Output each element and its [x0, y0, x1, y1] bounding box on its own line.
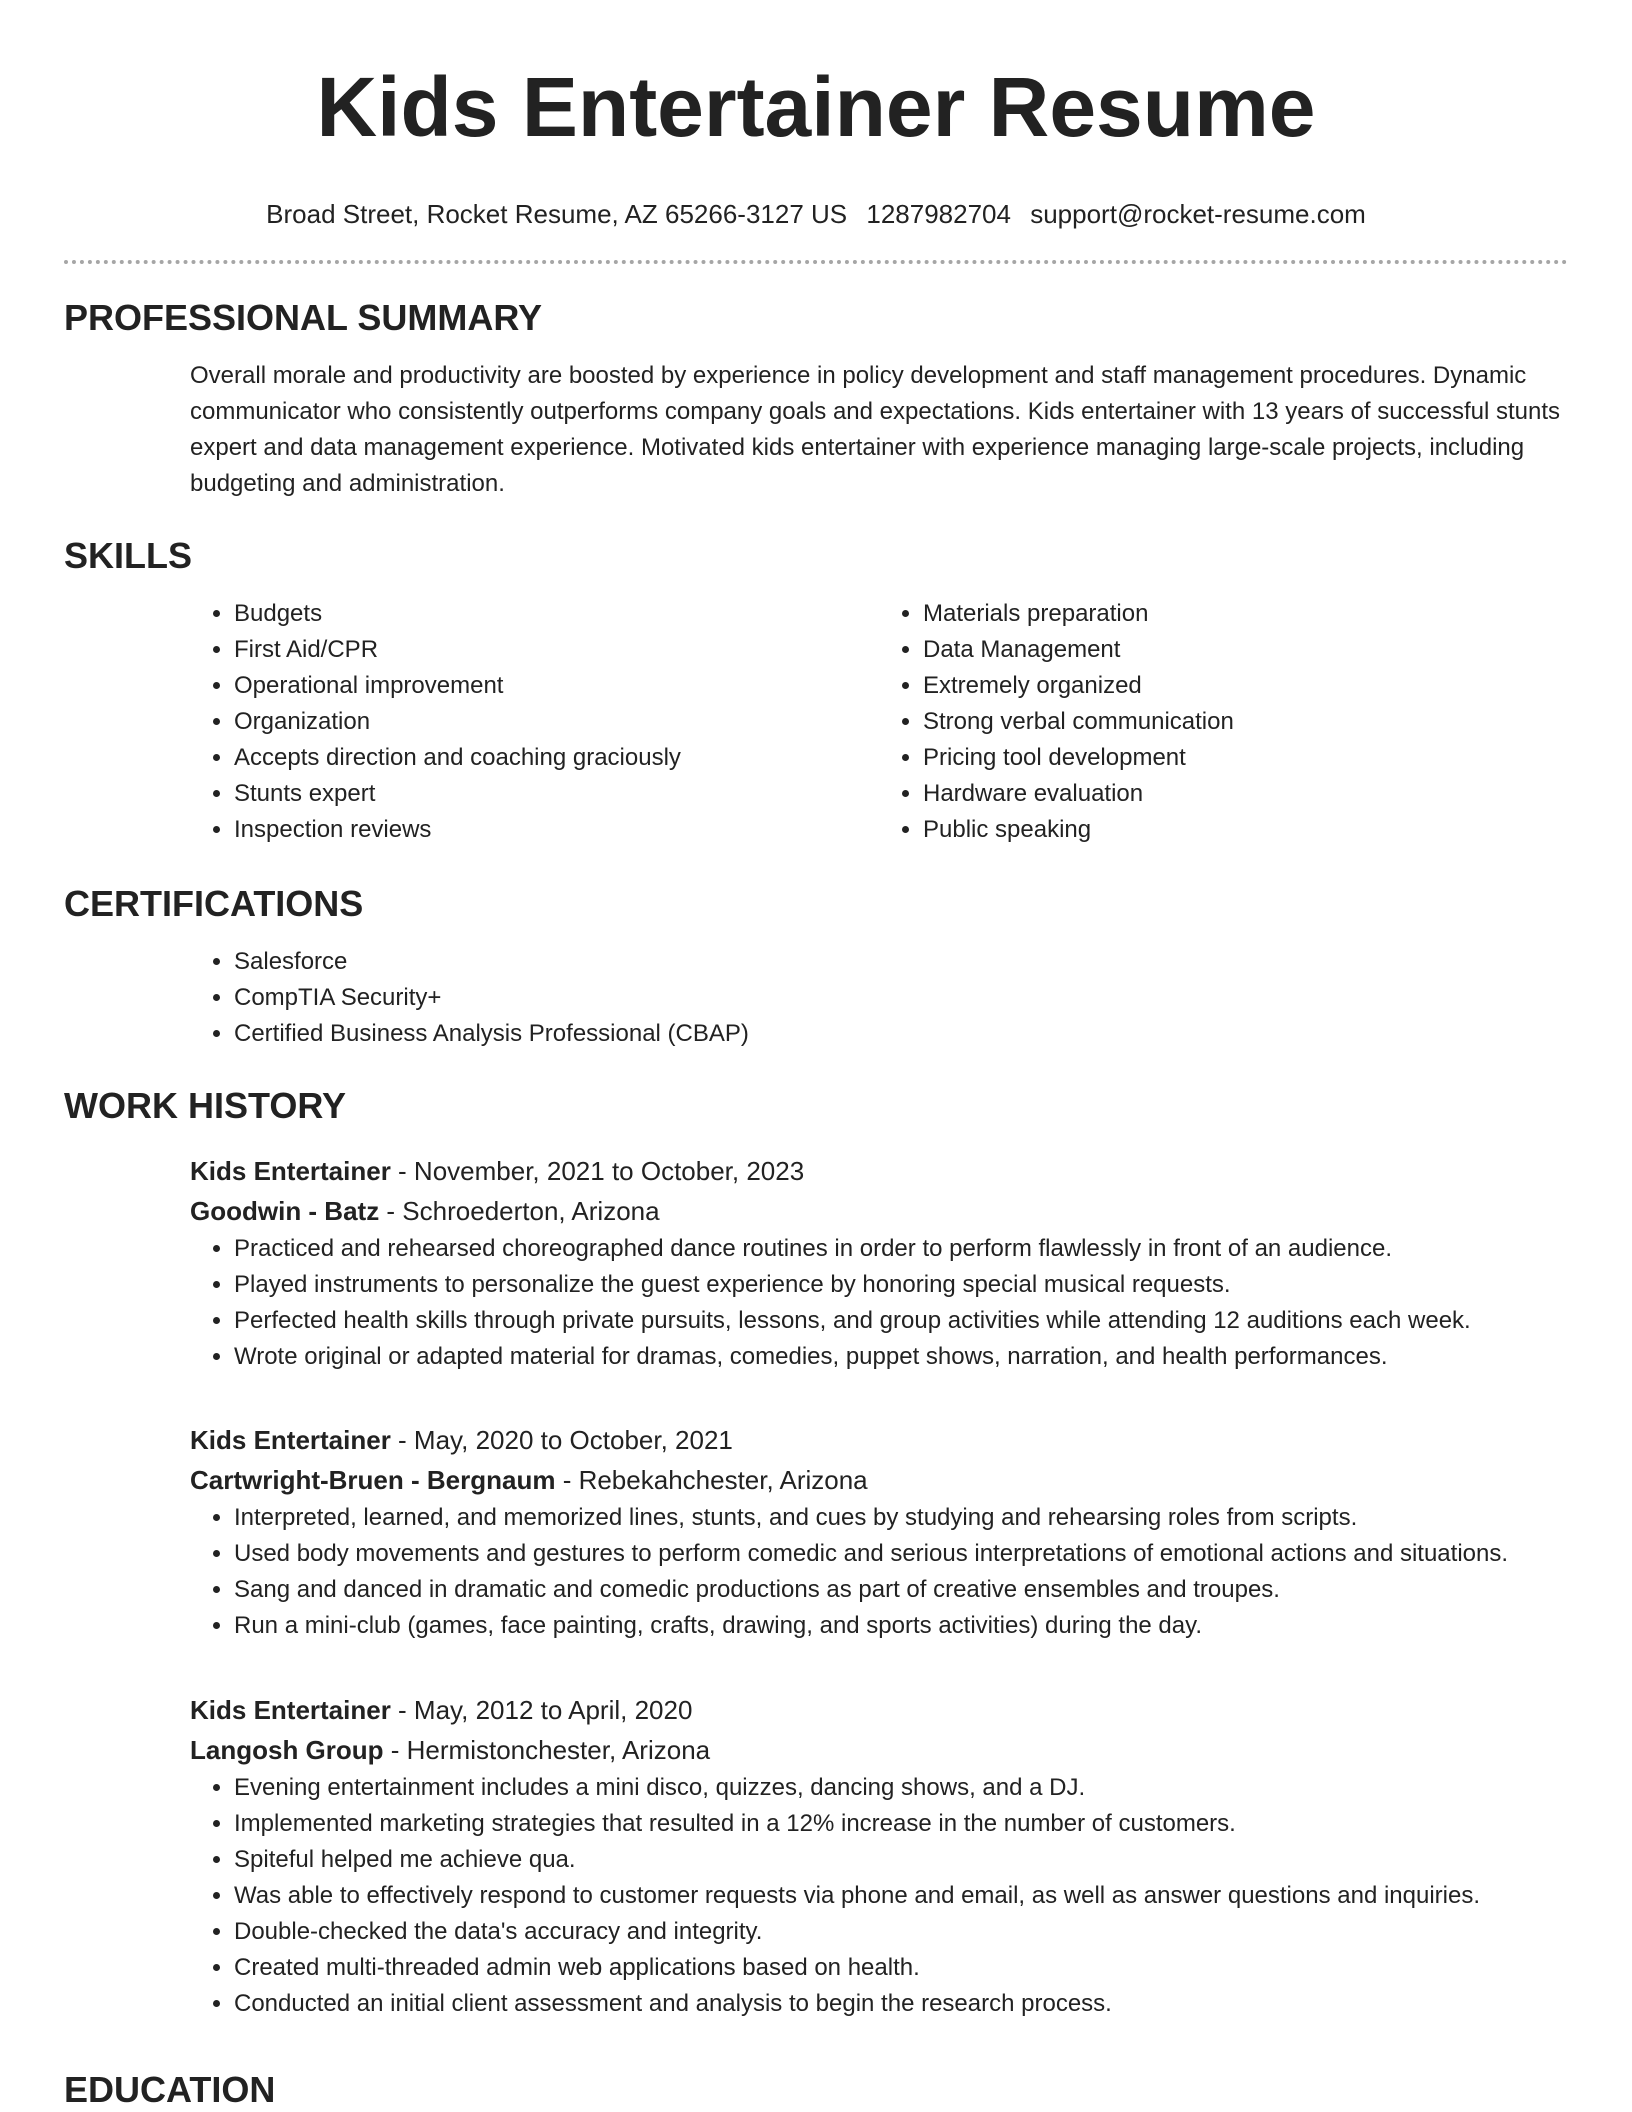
certifications-section: [64, 882, 1568, 1052]
work-history-section: [64, 1084, 1568, 1128]
job-bullet: • Double-checked the data's accuracy and integrity.: [234, 1914, 1568, 1950]
job-entry: [64, 1151, 1568, 1375]
skill-item: • Inspection reviews: [234, 812, 879, 848]
job-bullet: • Created multi-threaded admin web applications based on health.: [234, 1950, 1568, 1986]
job-entry: [64, 1420, 1568, 1644]
job-company: Langosh Group: [190, 1735, 384, 1765]
skills-list-right: [879, 596, 1568, 848]
summary-section: [64, 296, 1568, 502]
job-company-line: [190, 1191, 1568, 1231]
certifications-list: [190, 944, 1568, 1052]
skills-section: [64, 534, 1568, 848]
skill-item: • Public speaking: [923, 812, 1568, 848]
skills-list-left: [190, 596, 879, 848]
job-bullet: • Practiced and rehearsed choreographed dance routines in order to perform flawlessly in front of an audience.: [234, 1231, 1568, 1267]
skill-item: • Budgets: [234, 596, 879, 632]
skill-item: • Operational improvement: [234, 668, 879, 704]
job-bullet: • Played instruments to personalize the guest experience by honoring special musical requests.: [234, 1267, 1568, 1303]
section-title-certifications: CERTIFICATIONS: [64, 883, 364, 924]
education-section: [64, 2068, 1568, 2112]
job-location: - Hermistonchester, Arizona: [383, 1735, 711, 1765]
skill-item: • Accepts direction and coaching graciously: [234, 740, 879, 776]
job-bullet: • Was able to effectively respond to customer requests via phone and email, as well as answer questions and inquiries.: [234, 1878, 1568, 1914]
section-title-education: EDUCATION: [64, 2069, 276, 2110]
job-bullets: [190, 1231, 1568, 1375]
skill-item: • Materials preparation: [923, 596, 1568, 632]
section-title-summary: PROFESSIONAL SUMMARY: [64, 297, 543, 338]
job-entry: [64, 1690, 1568, 2022]
contact-line: [64, 198, 1568, 230]
summary-text: Overall morale and productivity are boosted by experience in policy development and staff management procedures. Dynamic communicator who consistently outperforms company goals and expectations. Kids entertainer with 13 years of successful stunts expert and data management experience. Motivated kids entertainer with experience managing large-scale projects, including budgeting and administration.: [190, 362, 1561, 497]
contact-address: Broad Street, Rocket Resume, AZ 65266-3127 US: [266, 199, 848, 229]
job-dates: - May, 2020 to October, 2021: [390, 1425, 733, 1455]
job-title: Kids Entertainer: [190, 1695, 391, 1725]
job-title: Kids Entertainer: [190, 1156, 391, 1186]
job-bullet: • Spiteful helped me achieve qua.: [234, 1842, 1568, 1878]
certification-item: • Certified Business Analysis Professional (CBAP): [234, 1016, 1568, 1052]
job-company: Goodwin - Batz: [190, 1196, 380, 1226]
job-dates: - May, 2012 to April, 2020: [390, 1695, 693, 1725]
job-title-line: [190, 1690, 1568, 1730]
job-bullet: • Interpreted, learned, and memorized lines, stunts, and cues by studying and rehearsing roles from scripts.: [234, 1500, 1568, 1536]
skill-item: • Data Management: [923, 632, 1568, 668]
job-title-line: [190, 1151, 1568, 1191]
certification-item: • Salesforce: [234, 944, 1568, 980]
job-title-line: [190, 1420, 1568, 1460]
job-dates: - November, 2021 to October, 2023: [390, 1156, 805, 1186]
skill-item: • Strong verbal communication: [923, 704, 1568, 740]
job-bullet: • Run a mini-club (games, face painting, crafts, drawing, and sports activities) during the day.: [234, 1608, 1568, 1644]
certification-item: • CompTIA Security+: [234, 980, 1568, 1016]
job-company-line: [190, 1730, 1568, 1770]
contact-email: support@rocket-resume.com: [1030, 199, 1366, 229]
resume-title: Kids Entertainer Resume: [316, 60, 1316, 154]
skill-item: • Pricing tool development: [923, 740, 1568, 776]
job-company: Cartwright-Bruen - Bergnaum: [190, 1465, 556, 1495]
header-divider: [64, 260, 1568, 264]
job-title: Kids Entertainer: [190, 1425, 391, 1455]
skill-item: • First Aid/CPR: [234, 632, 879, 668]
job-location: - Schroederton, Arizona: [379, 1196, 660, 1226]
job-bullet: • Implemented marketing strategies that resulted in a 12% increase in the number of customers.: [234, 1806, 1568, 1842]
job-bullets: [190, 1770, 1568, 2022]
skill-item: • Hardware evaluation: [923, 776, 1568, 812]
job-bullet: • Wrote original or adapted material for dramas, comedies, puppet shows, narration, and health performances.: [234, 1339, 1568, 1375]
job-bullets: [190, 1500, 1568, 1644]
skill-item: • Extremely organized: [923, 668, 1568, 704]
skill-item: • Stunts expert: [234, 776, 879, 812]
skill-item: • Organization: [234, 704, 879, 740]
job-bullet: • Used body movements and gestures to perform comedic and serious interpretations of emotional actions and situations.: [234, 1536, 1568, 1572]
job-bullet: • Perfected health skills through private pursuits, lessons, and group activities while attending 12 auditions each week.: [234, 1303, 1568, 1339]
job-company-line: [190, 1460, 1568, 1500]
job-bullet: • Sang and danced in dramatic and comedic productions as part of creative ensembles and troupes.: [234, 1572, 1568, 1608]
section-title-skills: SKILLS: [64, 535, 193, 576]
job-bullet: • Conducted an initial client assessment and analysis to begin the research process.: [234, 1986, 1568, 2022]
job-location: - Rebekahchester, Arizona: [555, 1465, 868, 1495]
section-title-work-history: WORK HISTORY: [64, 1085, 347, 1126]
contact-phone: 1287982704: [866, 199, 1011, 229]
job-bullet: • Evening entertainment includes a mini disco, quizzes, dancing shows, and a DJ.: [234, 1770, 1568, 1806]
resume-page: [64, 0, 1568, 2112]
